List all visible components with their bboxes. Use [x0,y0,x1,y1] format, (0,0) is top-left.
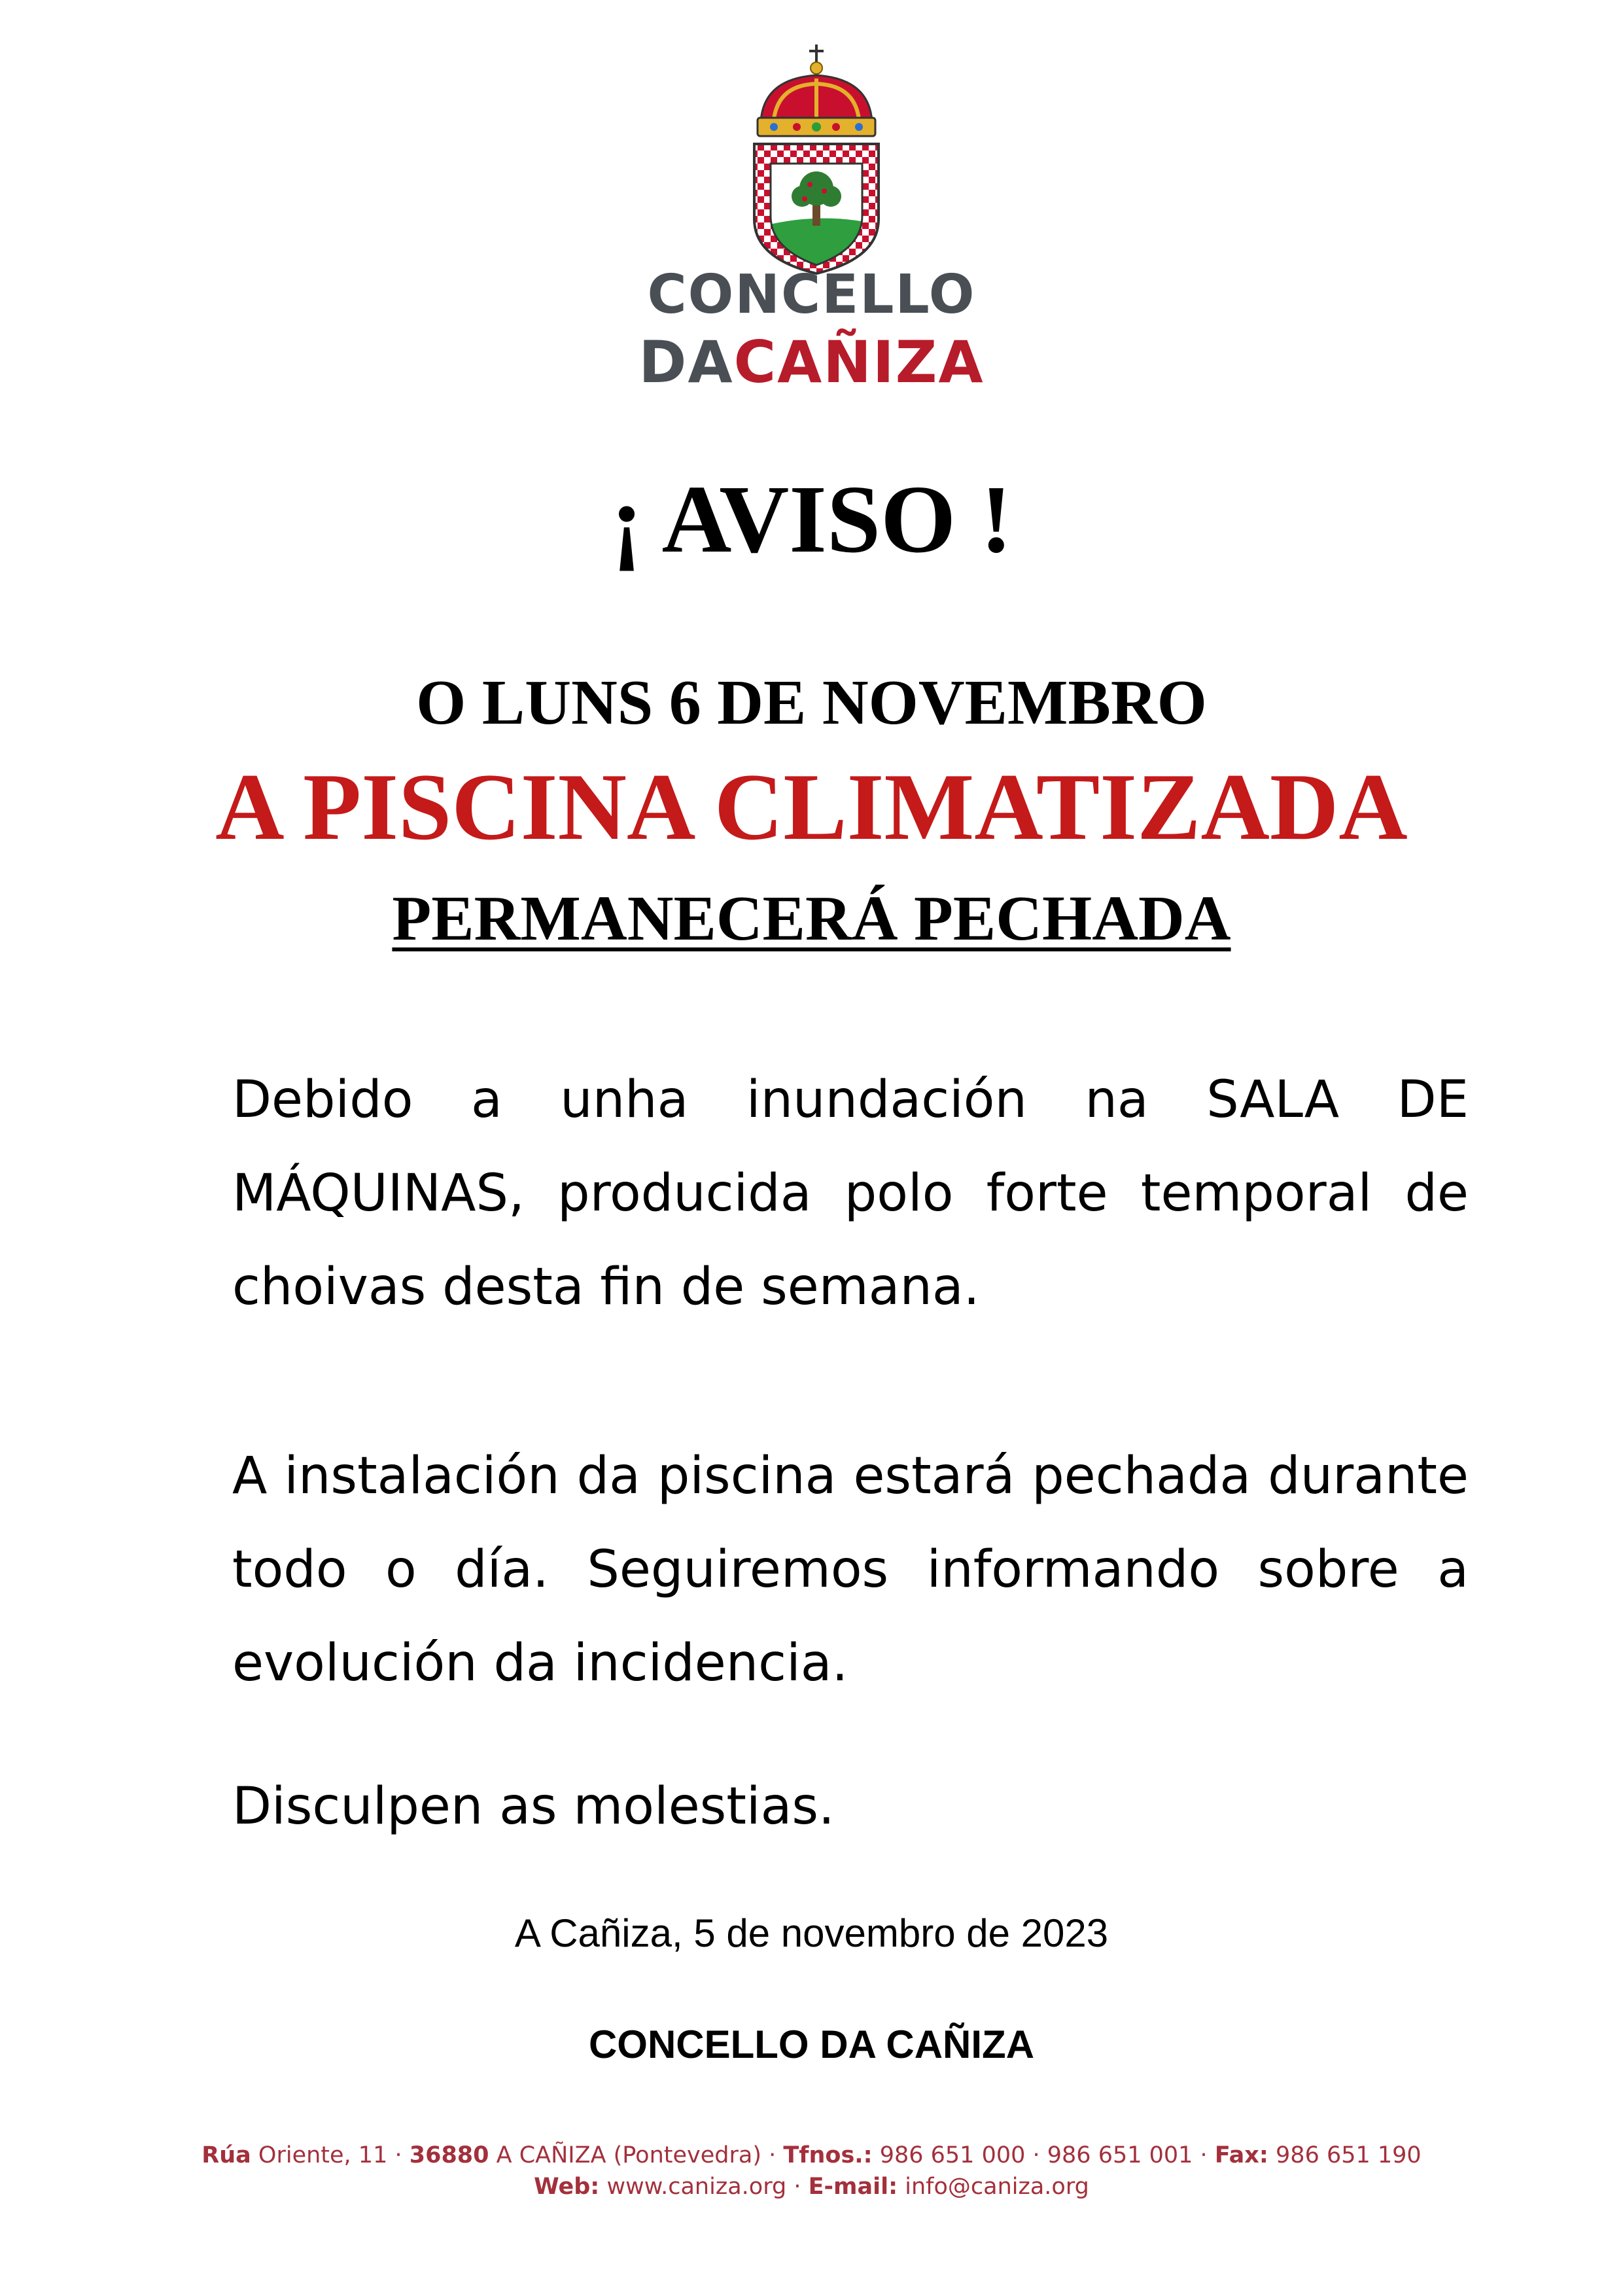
footer-addr-label: Rúa [201,2142,251,2168]
footer-phones: 986 651 000 · 986 651 001 · [879,2142,1208,2168]
footer-web-label: Web: [534,2174,600,2200]
logo-text-caniza: CAÑIZA [733,328,985,396]
notice-date: O LUNS 6 DE NOVEMBRO [416,667,1207,738]
body-paragraph-1: Debido a unha inundación na SALA DE MÁQUINAS, producida polo forte temporal de choivas desta fin de semana. [232,1070,1469,1316]
logo-text-da-caniza [0,328,1623,396]
footer-address-line [0,2144,1623,2167]
footer-addr-street: Oriente, 11 · [258,2142,402,2168]
place-date: A Cañiza, 5 de novembro de 2023 [514,1911,1109,1955]
body-paragraph-2: A instalación da piscina estará pechada durante todo o día. Seguiremos informando sobre a evolución da incidencia. [232,1447,1469,1693]
body-paragraph-3: Disculpen as molestias. [232,1777,835,1836]
footer-fax: 986 651 190 [1276,2142,1422,2168]
footer-fax-label: Fax: [1214,2142,1268,2168]
footer-email: info@caniza.org [905,2174,1089,2200]
notice-title: ¡ AVISO ! [610,466,1013,573]
logo-text-concello: CONCELLO [647,264,976,326]
signature: CONCELLO DA CAÑIZA [588,2022,1035,2066]
logo-text-da: DA [638,328,734,396]
notice-subline [0,883,1623,954]
notice-headline: A PISCINA CLIMATIZADA [215,754,1408,860]
crown-icon [758,44,875,136]
footer-postcode: 36880 [409,2142,489,2168]
footer-web: www.caniza.org · [606,2174,801,2200]
coat-of-arms-logo [744,39,888,275]
footer-web-line [0,2176,1623,2199]
footer-phone-label: Tfnos.: [783,2142,873,2168]
notice-subline-text: PERMANECERÁ PECHADA [392,883,1231,954]
footer-city: A CAÑIZA (Pontevedra) · [496,2142,777,2168]
footer-email-label: E-mail: [808,2174,898,2200]
